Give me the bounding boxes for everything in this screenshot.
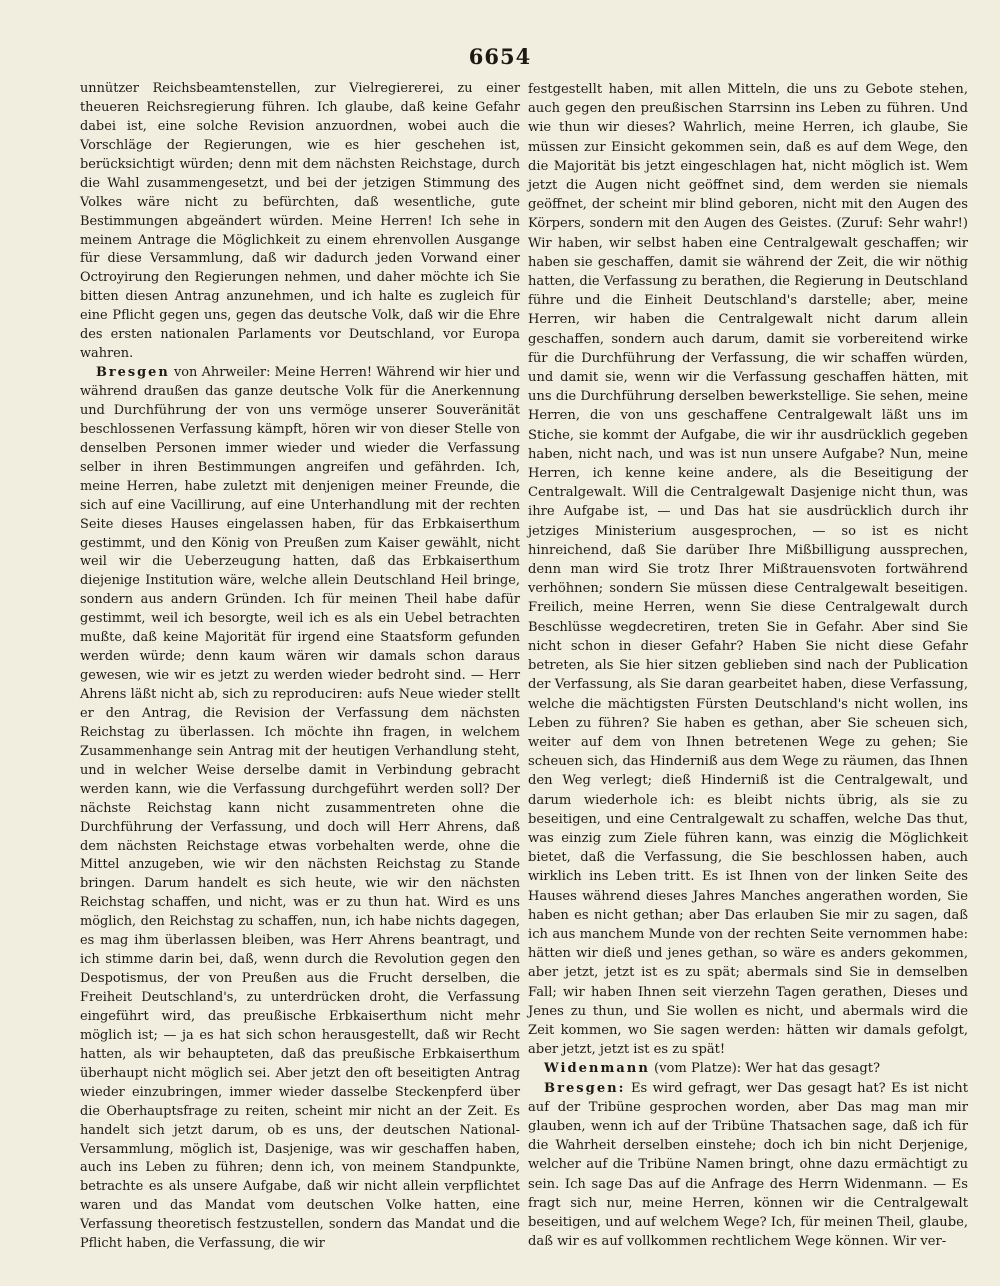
paragraph xyxy=(80,80,520,364)
page-number: 6654 xyxy=(468,44,532,69)
paragraph xyxy=(528,1079,968,1252)
speaker-name: Widenmann xyxy=(544,1061,650,1077)
right-column xyxy=(528,80,968,1251)
paragraph xyxy=(528,1059,968,1078)
paragraph-text: festgestellt haben, mit allen Mitteln, die uns zu Gebote stehen, auch gegen den preußischen Starrsinn ins Leben zu führen. Und wie thun wir dieses? Wahrlich, meine Herren, ich glaube, Sie müssen zur Einsicht gekommen sein, daß es auf dem Wege, den die Majorität bis jetzt eingeschlagen hat, nicht möglich ist. Wem jetzt die Augen nicht geöffnet sind, dem werden sie niemals geöffnet, der scheint mir blind geboren, nicht mit den Augen des Körpers, sondern mit den Augen des Geistes. (Zuruf: Sehr wahr!) Wir haben, wir selbst haben eine Centralgewalt geschaffen; wir haben sie geschaffen, damit sie während der Zeit, die wir nöthig hatten, die Verfassung zu berathen, die Regierung in Deutschland führe und die Einheit Deutschland's darstelle; aber, meine Herren, wir haben die Centralgewalt nicht darum allein geschaffen, sondern auch darum, damit sie vorbereitend wirke für die Durchführung der Verfassung, die wir schaffen würden, und damit sie, wenn wir die Verfassung geschaffen hätten, mit uns die Durchführung derselben bewerkstellige. Sie sehen, meine Herren, die von uns geschaffene Centralgewalt läßt uns im Stiche, sie kommt der Aufgabe, die wir ihr ausdrücklich gegeben haben, nicht nach, und was ist nun unsere Aufgabe? Nun, meine Herren, ich kenne keine andere, als die Beseitigung der Centralgewalt. Will die Centralgewalt Dasjenige nicht thun, was ihre Aufgabe ist, — und Das hat sie ausdrücklich durch ihr jetziges Ministerium ausgesprochen, — so ist es nicht hinreichend, daß Sie darüber Ihre Mißbilligung aussprechen, denn man wird Sie trotz Ihrer Mißtrauensvoten fortwährend verhöhnen; sondern Sie müssen diese Centralgewalt beseitigen. Freilich, meine Herren, wenn Sie diese Centralgewalt durch Beschlüsse wegdecretiren, treten Sie in Gefahr. Aber sind Sie nicht schon in dieser Gefahr? Haben Sie nicht diese Gefahr betreten, als Sie hier sitzen geblieben sind nach der Publication der Verfassung, als Sie daran gearbeitet haben, diese Verfassung, welche die mächtigsten Fürsten Deutschland's nicht wollen, ins Leben zu führen? Sie haben es gethan, aber Sie scheuen sich, weiter auf dem von Ihnen betretenen Wege zu gehen; Sie scheuen sich, das Hinderniß aus dem Wege zu räumen, das Ihnen den Weg verlegt; dieß Hinderniß ist die Centralgewalt, und darum wiederhole ich: es bleibt nichts übrig, als sie zu beseitigen, und eine Centralgewalt zu schaffen, welche Das thut, was einzig zum Ziele führen kann, was einzig die Möglichkeit bietet, daß die Verfassung, die Sie beschlossen haben, auch wirklich ins Leben tritt. Es ist Ihnen von der linken Seite des Hauses während dieses Jahres Manches angerathen worden, Sie haben es nicht gethan; aber Das erlauben Sie mir zu sagen, daß ich aus manchem Munde von der rechten Seite vernommen habe: hätten wir dieß und jenes gethan, so wäre es anders gekommen, aber jetzt, jetzt ist es zu spät; abermals sind Sie in demselben Fall; wir haben Ihnen seit vierzehn Tagen gerathen, Dieses und Jenes zu thun, und Sie wollen es nicht, und abermals wird die Zeit kommen, wo Sie sagen werden: hätten wir damals gefolgt, aber jetzt, jetzt ist es zu spät! xyxy=(528,82,968,1058)
paragraph-text: (vom Platze): Wer hat das gesagt? xyxy=(654,1061,880,1077)
paragraph-text: Es wird gefragt, wer Das gesagt hat? Es ist nicht auf der Tribüne gesprochen worden, aber Das mag man mir glauben, wenn ich auf der Tribüne Thatsachen sage, daß ich für die Wahrheit derselben einstehe; doch ich bin nicht Derjenige, welcher auf die Tribüne Namen bringt, ohne dazu ermächtigt zu sein. Ich sage Das auf die Anfrage des Herrn Widenmann. — Es fragt sich nur, meine Herren, können wir die Centralgewalt beseitigen, und auf welchem Wege? Ich, für meinen Theil, glaube, daß wir es auf vollkommen rechtlichem Wege können. Wir ver- xyxy=(528,1080,968,1250)
speaker-name: Bresgen xyxy=(96,365,170,381)
left-column xyxy=(80,80,520,1254)
speaker-name: Bresgen: xyxy=(544,1080,626,1096)
paragraph-text: von Ahrweiler: Meine Herren! Während wir hier und während draußen das ganze deutsche Volk für die Anerkennung und Durchführung der von uns vermöge unserer Souveränität beschlossenen Verfassung kämpft, hören wir von dieser Stelle von denselben Personen immer wieder und wieder die Verfassung selber in ihren Bestimmungen angreifen und gefährden. Ich, meine Herren, habe zuletzt mit denjenigen meiner Freunde, die sich auf eine Vacillirung, auf eine Unterhandlung mit der rechten Seite dieses Hauses eingelassen haben, für das Erbkaiserthum gestimmt, und den König von Preußen zum Kaiser gewählt, nicht weil wir die Ueberzeugung hatten, daß das Erbkaiserthum diejenige Institution wäre, welche allein Deutschland Heil bringe, sondern aus andern Gründen. Ich für meinen Theil habe dafür gestimmt, weil ich besorgte, weil ich es als ein Uebel betrachten mußte, daß keine Majorität für irgend eine Staatsform gefunden werden würde; denn kaum wären wir damals schon daraus gewesen, wie wir es jetzt zu werden wieder bedroht sind. — Herr Ahrens läßt nicht ab, sich zu reproduciren: aufs Neue wieder stellt er den Antrag, die Revision der Verfassung dem nächsten Reichstag zu überlassen. Ich möchte ihn fragen, in welchem Zusammenhange sein Antrag mit der heutigen Verhandlung steht, und in welcher Weise derselbe damit in Verbindung gebracht werden kann, wie die Verfassung durchgeführt werden soll? Der nächste Reichstag kann nicht zusammentreten ohne die Durchführung der Verfassung, und doch will Herr Ahrens, daß dem nächsten Reichstage etwas vorbehalten werde, ohne die Mittel anzugeben, wie wir den nächsten Reichstag zu Stande bringen. Darum handelt es sich heute, wie wir den nächsten Reichstag schaffen, und nicht, was er zu thun hat. Wird es uns möglich, den Reichstag zu schaffen, nun, ich habe nichts dagegen, es mag ihm überlassen bleiben, was Herr Ahrens beantragt, und ich stimme darin bei, daß, wenn durch die Revolution gegen den Despotismus, der von Preußen aus die Frucht derselben, die Freiheit Deutschland's, zu unterdrücken droht, die Verfassung eingeführt wird, das preußische Erbkaiserthum nicht mehr möglich ist; — ja es hat sich schon herausgestellt, daß wir Recht hatten, als wir behaupteten, daß das preußische Erbkaiserthum überhaupt nicht möglich sei. Aber jetzt den oft beseitigten Antrag wieder einzubringen, immer wieder dasselbe Steckenpferd über die Oberhauptsfrage zu reiten, scheint mir nicht an der Zeit. Es handelt sich jetzt darum, ob es uns, der deutschen National-Versammlung, möglich ist, Dasjenige, was wir geschaffen haben, auch ins Leben zu führen; denn ich, von meinem Standpunkte, betrachte es als unsere Aufgabe, daß wir nicht allein verpflichtet waren und das Mandat vom deutschen Volke hatten, eine Verfassung theoretisch festzustellen, sondern das Mandat und die Pflicht haben, die Verfassung, die wir xyxy=(80,365,520,1252)
paragraph-text: unnützer Reichsbeamtenstellen, zur Vielregiererei, zu einer theueren Reichsregierung führen. Ich glaube, daß keine Gefahr dabei ist, eine solche Revision anzuordnen, wobei auch die Vorschläge der Regierungen, wie es hier geschehen ist, berücksichtigt würden; denn mit dem nächsten Reichstage, durch die Wahl zusammengesetzt, und bei der jetzigen Stimmung des Volkes wäre nicht zu befürchten, daß wesentliche, gute Bestimmungen abgeändert würden. Meine Herren! Ich sehe in meinem Antrage die Möglichkeit zu einem ehrenvollen Ausgange für diese Versammlung, daß wir dadurch jeden Vorwand einer Octroyirung den Regierungen nehmen, und daher möchte ich Sie bitten diesen Antrag anzunehmen, und ich halte es zugleich für eine Pflicht gegen uns, gegen das deutsche Volk, daß wir die Ehre des ersten nationalen Parlaments vor Deutschland, vor Europa wahren. xyxy=(80,81,520,362)
paragraph xyxy=(80,364,520,1254)
paragraph xyxy=(528,80,968,1059)
